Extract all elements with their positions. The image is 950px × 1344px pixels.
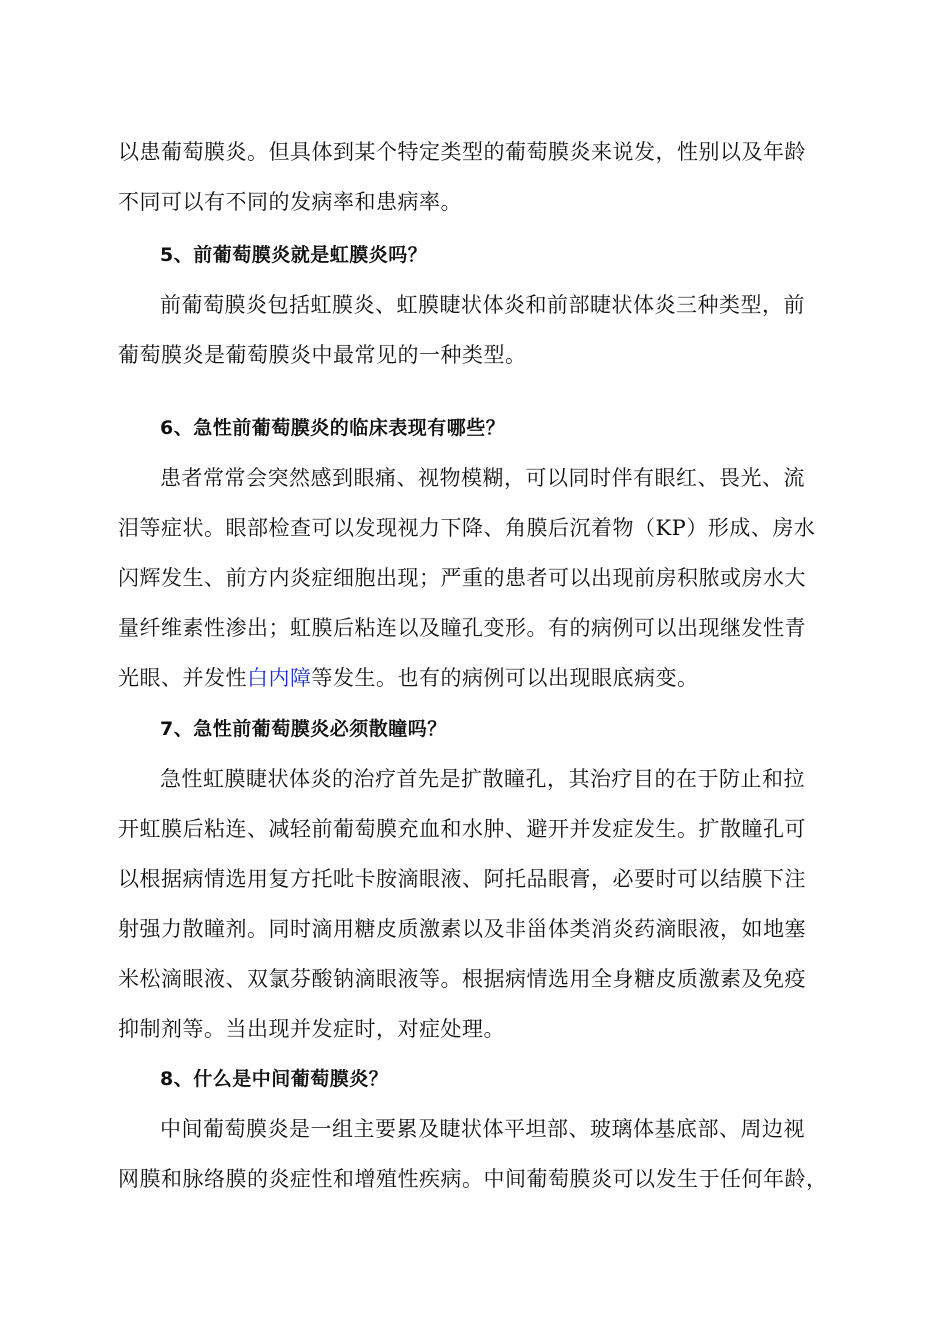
q7-line-2: 开虹膜后粘连、减轻前葡萄膜充血和水肿、避开并发症发生。扩散瞳孔可 bbox=[118, 817, 806, 841]
q7-line-6: 抑制剂等。当出现并发症时，对症处理。 bbox=[118, 1017, 505, 1041]
q7-line-5: 米松滴眼液、双氯芬酸钠滴眼液等。根据病情选用全身糖皮质激素及免疫 bbox=[118, 967, 806, 991]
q6-heading: 6、急性前葡萄膜炎的临床表现有哪些？ bbox=[160, 417, 506, 439]
q5-line-2: 葡萄膜炎是葡萄膜炎中最常见的一种类型。 bbox=[118, 343, 527, 367]
q8-line-1: 中间葡萄膜炎是一组主要累及睫状体平坦部、玻璃体基底部、周边视 bbox=[160, 1117, 805, 1141]
q6-line-3: 闪辉发生、前方内炎症细胞出现；严重的患者可以出现前房积脓或房水大 bbox=[118, 566, 806, 590]
q6-line-5-suffix: 等发生。也有的病例可以出现眼底病变。 bbox=[311, 666, 699, 690]
q8-heading: 8、什么是中间葡萄膜炎？ bbox=[160, 1068, 389, 1090]
q8-line-2: 网膜和脉络膜的炎症性和增殖性疾病。中间葡萄膜炎可以发生于任何年龄， bbox=[118, 1167, 828, 1191]
intro-line-1: 以患葡萄膜炎。但具体到某个特定类型的葡萄膜炎来说发，性别以及年龄 bbox=[118, 140, 806, 164]
q6-line-4: 量纤维素性渗出；虹膜后粘连以及瞳孔变形。有的病例可以出现继发性青 bbox=[118, 616, 806, 640]
q5-heading: 5、前葡萄膜炎就是虹膜炎吗？ bbox=[160, 244, 428, 266]
intro-line-2: 不同可以有不同的发病率和患病率。 bbox=[118, 190, 462, 214]
q7-heading: 7、急性前葡萄膜炎必须散瞳吗？ bbox=[160, 718, 447, 740]
q7-line-1: 急性虹膜睫状体炎的治疗首先是扩散瞳孔，其治疗目的在于防止和拉 bbox=[160, 767, 805, 791]
q6-line-1: 患者常常会突然感到眼痛、视物模糊，可以同时伴有眼红、畏光、流 bbox=[160, 466, 805, 490]
cataract-link[interactable]: 白内障 bbox=[247, 666, 312, 690]
q7-line-4: 射强力散瞳剂。同时滴用糖皮质激素以及非甾体类消炎药滴眼液，如地塞 bbox=[118, 917, 806, 941]
q6-line-5-prefix: 光眼、并发性 bbox=[118, 666, 247, 690]
q5-line-1: 前葡萄膜炎包括虹膜炎、虹膜睫状体炎和前部睫状体炎三种类型，前 bbox=[160, 293, 805, 317]
q7-line-3: 以根据病情选用复方托吡卡胺滴眼液、阿托品眼膏，必要时可以结膜下注 bbox=[118, 867, 806, 891]
q6-line-5 bbox=[118, 662, 699, 692]
q6-line-2: 泪等症状。眼部检查可以发现视力下降、角膜后沉着物（KP）形成、房水 bbox=[118, 516, 816, 540]
